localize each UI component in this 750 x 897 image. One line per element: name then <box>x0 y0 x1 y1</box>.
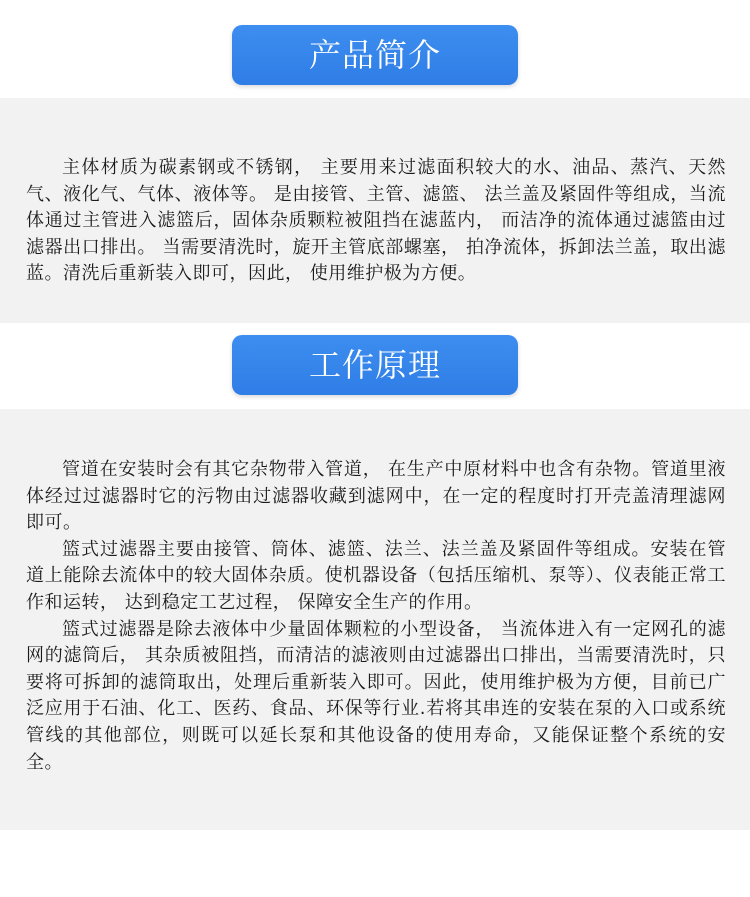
section-header-intro <box>232 25 518 85</box>
section-title-intro: 产品简介 <box>308 36 441 74</box>
section-title-principle: 工作原理 <box>308 346 441 384</box>
intro-paragraph: 主体材质为碳素钢或不锈钢， 主要用来过滤面积较大的水、油品、蒸汽、天然气、液化气、气体、液体等。 是由接管、主管、滤篮、 法兰盖及紧固件等组成，当流体通过主管进入滤篮后，固体杂质颗粒被阻挡在滤蓝内， 而洁净的流体通过滤篮由过滤器出口排出。 当需要清洗时，旋开主管底部螺塞， 拍净流体，拆卸法兰盖，取出滤蓝。清洗后重新装入即可，因此， 使用维护极为方便。 <box>26 157 726 285</box>
principle-paragraph-3: 篮式过滤器是除去液体中少量固体颗粒的小型设备， 当流体进入有一定网孔的滤网的滤筒后， 其杂质被阻挡，而清洁的滤液则由过滤器出口排出，当需要清洗时，只要将可拆卸的滤筒取出，处理后重新装入即可。因此，使用维护极为方便，目前已广泛应用于石油、化工、医药、食品、环保等行业.若将其串连的安装在泵的入口或系统管线的其他部位，则既可以延长泵和其他设备的使用寿命，又能保证整个系统的安全。 <box>26 618 726 773</box>
intro-panel <box>0 98 750 323</box>
principle-paragraph-2: 篮式过滤器主要由接管、筒体、滤篮、法兰、法兰盖及紧固件等组成。安装在管道上能除去流体中的较大固体杂质。使机器设备（包括压缩机、泵等）、仪表能正常工作和运转， 达到稳定工艺过程， 保障安全生产的作用。 <box>26 538 726 613</box>
principle-panel <box>0 409 750 830</box>
principle-paragraph-1: 管道在安装时会有其它杂物带入管道， 在生产中原材料中也含有杂物。管道里液体经过过滤器时它的污物由过滤器收藏到滤网中，在一定的程度时打开壳盖清理滤网即可。 <box>26 459 726 534</box>
section-header-principle <box>232 335 518 395</box>
